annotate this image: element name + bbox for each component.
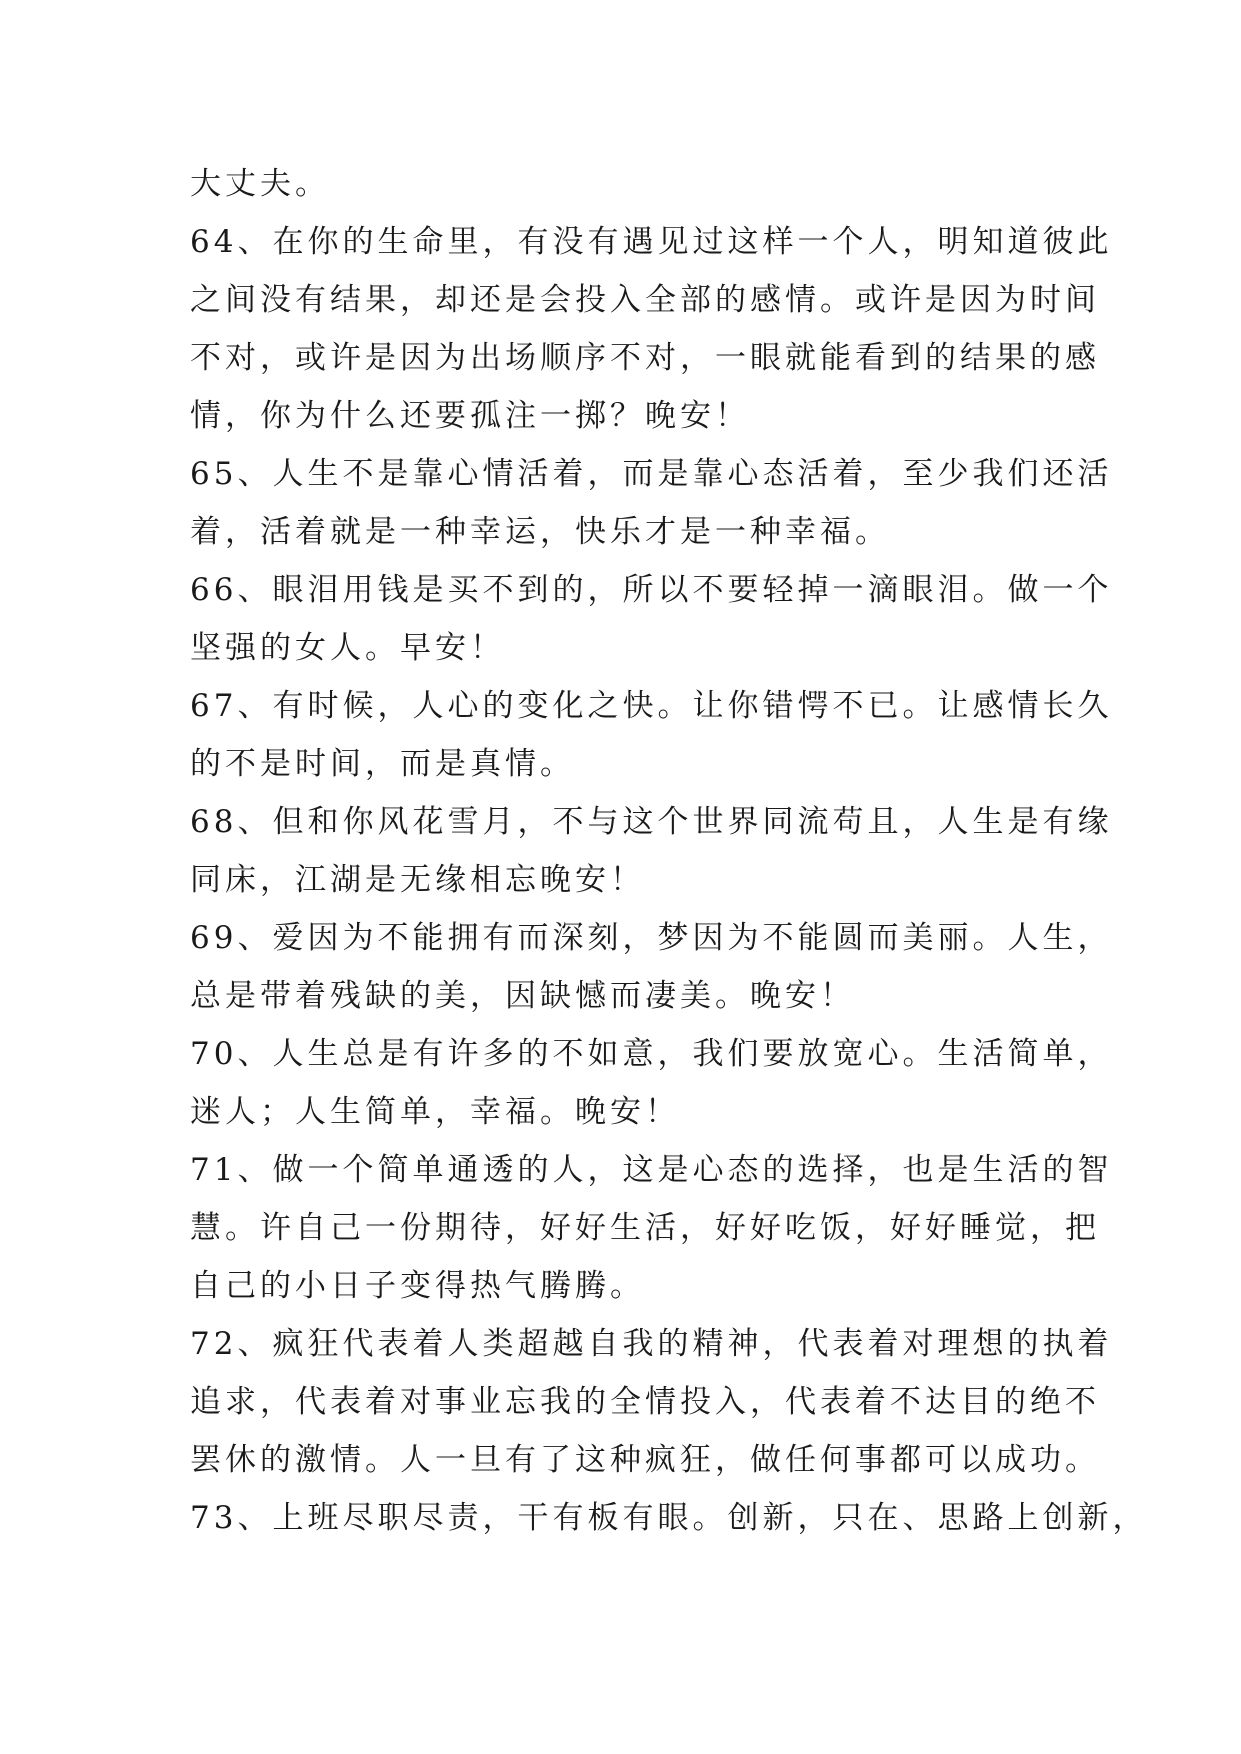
text-line: 总是带着残缺的美，因缺憾而凄美。晚安！ <box>190 978 855 1014</box>
text-line: 65、人生不是靠心情活着，而是靠心态活着，至少我们还活 <box>190 456 1113 492</box>
document-body <box>190 155 1148 1547</box>
text-line: 69、爱因为不能拥有而深刻，梦因为不能圆而美丽。人生， <box>190 920 1113 956</box>
text-line: 坚强的女人。早安！ <box>190 630 505 666</box>
text-line: 大丈夫。 <box>190 166 330 202</box>
text-line: 66、眼泪用钱是买不到的，所以不要轻掉一滴眼泪。做一个 <box>190 572 1113 608</box>
text-line: 68、但和你风花雪月，不与这个世界同流苟且，人生是有缘 <box>190 804 1113 840</box>
text-line: 慧。许自己一份期待，好好生活，好好吃饭，好好睡觉，把 <box>190 1210 1100 1246</box>
text-line: 同床，江湖是无缘相忘晚安！ <box>190 862 645 898</box>
text-line: 71、做一个简单通透的人，这是心态的选择，也是生活的智 <box>190 1152 1113 1188</box>
text-line: 70、人生总是有许多的不如意，我们要放宽心。生活简单， <box>190 1036 1113 1072</box>
text-line: 之间没有结果，却还是会投入全部的感情。或许是因为时间 <box>190 282 1100 318</box>
text-line: 迷人；人生简单，幸福。晚安！ <box>190 1094 680 1130</box>
text-line: 不对，或许是因为出场顺序不对，一眼就能看到的结果的感 <box>190 340 1100 376</box>
text-line: 的不是时间，而是真情。 <box>190 746 575 782</box>
text-line: 73、上班尽职尽责，干有板有眼。创新，只在、思路上创新， <box>190 1500 1148 1536</box>
text-line: 72、疯狂代表着人类超越自我的精神，代表着对理想的执着 <box>190 1326 1113 1362</box>
text-line: 67、有时候，人心的变化之快。让你错愕不已。让感情长久 <box>190 688 1113 724</box>
text-line: 情，你为什么还要孤注一掷？晚安！ <box>190 398 750 434</box>
text-line: 64、在你的生命里，有没有遇见过这样一个人，明知道彼此 <box>190 224 1113 260</box>
text-line: 着，活着就是一种幸运，快乐才是一种幸福。 <box>190 514 890 550</box>
text-line: 追求，代表着对事业忘我的全情投入，代表着不达目的绝不 <box>190 1384 1100 1420</box>
text-line: 罢休的激情。人一旦有了这种疯狂，做任何事都可以成功。 <box>190 1442 1100 1478</box>
text-line: 自己的小日子变得热气腾腾。 <box>190 1268 645 1304</box>
